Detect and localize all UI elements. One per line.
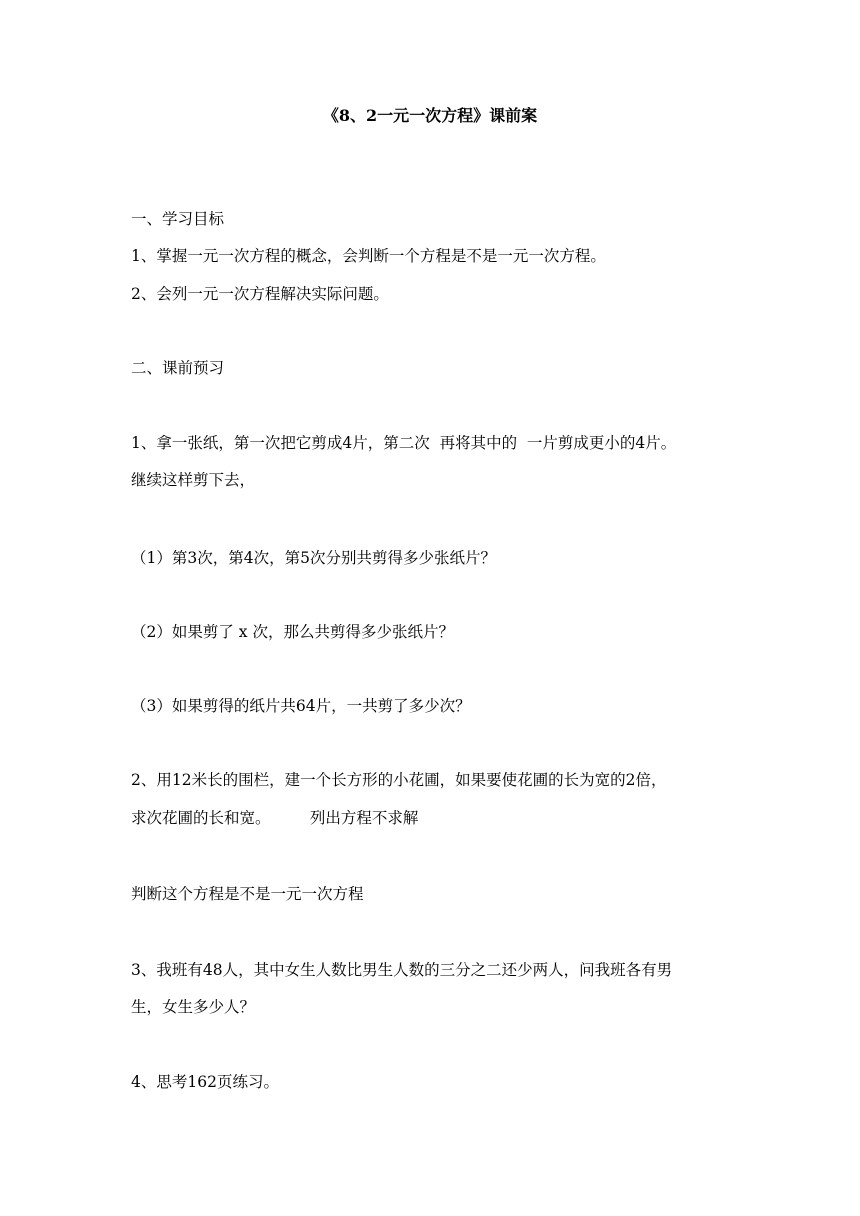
question-4: 4、思考162页练习。 xyxy=(131,1073,279,1091)
question-1-sub-2: （2）如果剪了 x 次，那么共剪得多少张纸片？ xyxy=(131,623,454,641)
goal-item-2: 2、会列一元一次方程解决实际问题。 xyxy=(131,285,389,303)
document-title: 《8、2一元一次方程》课前案 xyxy=(322,106,538,125)
question-3-line-2: 生，女生多少人？ xyxy=(131,998,256,1016)
question-1-sub-1: （1）第3次，第4次，第5次分别共剪得多少张纸片？ xyxy=(131,549,496,567)
section-heading-preview: 二、课前预习 xyxy=(131,359,225,377)
question-3-line-1: 3、我班有48人，其中女生人数比男生人数的三分之二还少两人，问我班各有男 xyxy=(131,961,673,979)
question-1-line-2: 继续这样剪下去， xyxy=(131,471,256,489)
question-2-line-2: 求次花圃的长和宽。 列出方程不求解 xyxy=(131,809,419,827)
goal-item-1: 1、掌握一元一次方程的概念，会判断一个方程是不是一元一次方程。 xyxy=(131,247,606,265)
question-1-sub-3: （3）如果剪得的纸片共64片，一共剪了多少次？ xyxy=(131,697,471,715)
question-2-line-1: 2、用12米长的围栏，建一个长方形的小花圃，如果要使花圃的长为宽的2倍， xyxy=(131,771,667,789)
section-heading-learning-goals: 一、学习目标 xyxy=(131,210,225,228)
question-2-note: 判断这个方程是不是一元一次方程 xyxy=(131,885,364,903)
question-1-line-1: 1、拿一张纸，第一次把它剪成4片，第二次 再将其中的 一片剪成更小的4片。 xyxy=(131,434,677,452)
